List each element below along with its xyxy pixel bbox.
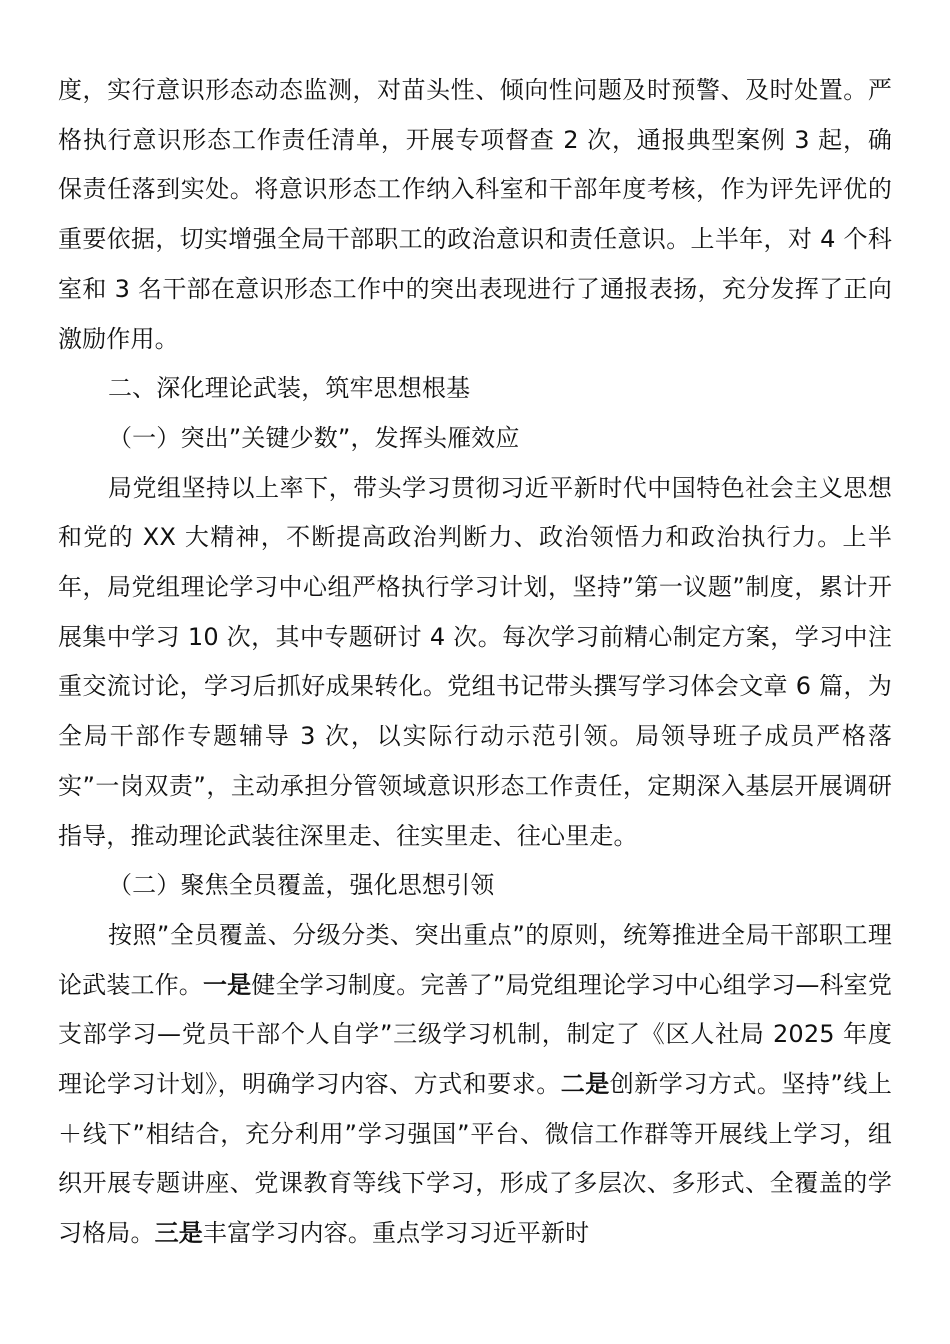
subsection-2-heading: （二）聚焦全员覆盖，强化思想引领 [108, 871, 495, 900]
subsection-2-paragraph [58, 911, 892, 1259]
section-2-heading: 二、深化理论武装，筑牢思想根基 [108, 374, 471, 403]
item-2-text: 创新学习方式。坚持”线上＋线下”相结合，充分利用”学习强国”平台、微信工作群等开展线上学习，组织开展专题讲座、党课教育等线下学习，形成了多层次、多形式、全覆盖的学习格局。 [58, 1070, 892, 1248]
item-1-label: 一是 [202, 970, 252, 999]
item-3-label: 三是 [154, 1219, 203, 1248]
item-2-label: 二是 [560, 1070, 610, 1099]
item-3-text: 丰富学习内容。重点学习习近平新时 [202, 1219, 590, 1248]
item-1-text: 健全学习制度。完善了”局党组理论学习中心组学习—科室党支部学习—党员干部个人自学”三级学习机制，制定了《区人社局 2025 年度理论学习计划》，明确学习内容、方式和要求。 [58, 970, 892, 1099]
subsection-1-paragraph: 局党组坚持以上率下，带头学习贯彻习近平新时代中国特色社会主义思想和党的 XX 大精神，不断提高政治判断力、政治领悟力和政治执行力。上半年，局党组理论学习中心组严格执行学习计划，坚持”第一议题”制度，累计开展集中学习 10 次，其中专题研讨 4 次。每次学习前精心制定方案，学习中注重交流讨论，学习后抓好成果转化。党组书记带头撰写学习体会文章 6 篇，为全局干部作专题辅导 3 次，以实际行动示范引领。局领导班子成员严格落实”一岗双责”，主动承担分管领域意识形态工作责任，定期深入基层开展调研指导，推动理论武装往深里走、往实里走、往心里走。 [58, 473, 892, 850]
subsection-1-heading: （一）突出”关键少数”，发挥头雁效应 [108, 423, 520, 452]
document-page [58, 66, 892, 1259]
subsection-2-intro: 按照”全员覆盖、分级分类、突出重点”的原则，统筹推进全局干部职工理论武装工作。 [58, 920, 892, 999]
continuation-paragraph: 度，实行意识形态动态监测，对苗头性、倾向性问题及时预警、及时处置。严格执行意识形态工作责任清单，开展专项督查 2 次，通报典型案例 3 起，确保责任落到实处。将意识形态工作纳入科室和干部年度考核，作为评先评优的重要依据，切实增强全局干部职工的政治意识和责任意识。上半年，对 4 个科室和 3 名干部在意识形态工作中的突出表现进行了通报表扬，充分发挥了正向激励作用。 [58, 76, 892, 353]
